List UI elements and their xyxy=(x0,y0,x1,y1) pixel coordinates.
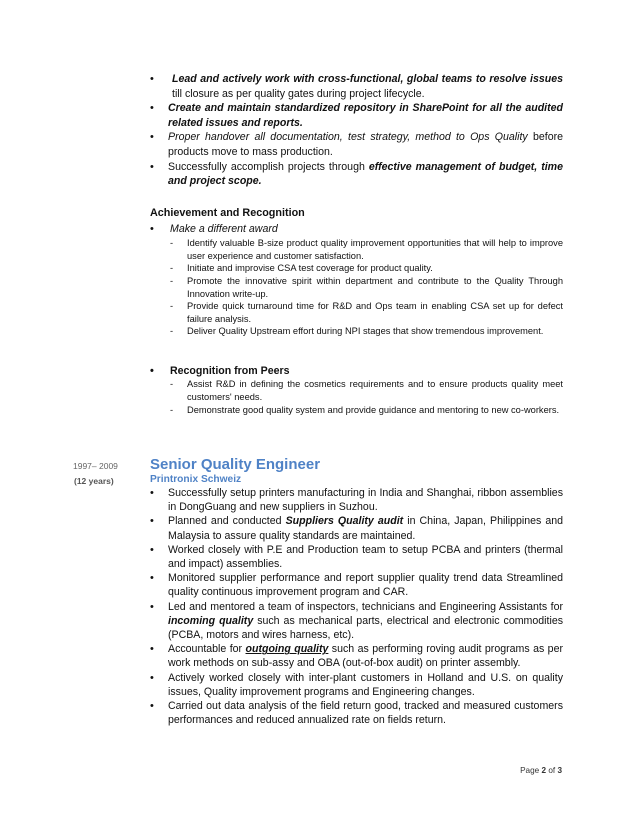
list-item xyxy=(150,600,563,643)
bold-text: Lead and actively work with cross-functional, global teams to resolve issues xyxy=(172,73,563,85)
list-item: • Carried out data analysis of the field return good, tracked and measured customers performances and reduced annualized rate on fields return. xyxy=(150,699,563,727)
bold-text: Suppliers Quality audit xyxy=(285,515,404,528)
peers-title: • Recognition from Peers xyxy=(150,364,563,378)
page-number xyxy=(520,766,562,775)
bold-text: incoming quality xyxy=(168,614,254,627)
award-item: - Initiate and improvise CSA test coverage for product quality. xyxy=(170,262,563,275)
list-item: • Successfully setup printers manufacturing in India and Shanghai, ribbon assemblies in DongGuang and new suppliers in Suzhou. xyxy=(150,486,563,514)
award-item: - Promote the innovative spirit within department and contribute to the Quality Through Innovation write-up. xyxy=(170,275,563,300)
peers-item: - Demonstrate good quality system and provide guidance and mentoring to new co-workers. xyxy=(170,404,563,417)
list-item: • Worked closely with P.E and Production team to setup PCBA and printers (thermal and impact) assemblies. xyxy=(150,543,563,571)
text: Planned and conducted xyxy=(168,515,286,528)
list-item xyxy=(150,130,563,159)
page-current: 2 xyxy=(541,766,547,775)
page-label: Page xyxy=(520,766,540,775)
text: before products move to mass production. xyxy=(168,131,564,158)
job-title: Senior Quality Engineer xyxy=(150,456,321,473)
bold-text: outgoing quality xyxy=(245,643,329,656)
italic-text: Proper handover all documentation, test strategy, method to Ops Quality xyxy=(168,131,528,144)
list-item xyxy=(150,101,563,130)
list-item: • Actively worked closely with inter-plant customers in Holland and U.S. on quality issues, Quality improvement programs and Engineering changes. xyxy=(150,671,563,699)
text: Successfully accomplish projects through xyxy=(168,160,369,173)
job-years: (12 years) xyxy=(74,476,114,486)
award-item: - Identify valuable B-size product quality improvement opportunities that will help to improve user experience and customer satisfaction. xyxy=(170,237,563,262)
of-label: of xyxy=(548,766,556,775)
responsibility-list xyxy=(150,72,563,189)
list-item xyxy=(150,160,563,189)
job-dates: 1997– 2009 xyxy=(73,461,118,471)
list-item xyxy=(150,514,563,542)
list-item xyxy=(150,642,563,670)
peers-item: - Assist R&D in defining the cosmetics requirements and to ensure products quality meet customers' needs. xyxy=(170,378,563,403)
text: till closure as per quality gates during project lifecycle. xyxy=(172,87,425,100)
text: such as performing roving audit programs as per work methods on sub-assy and OBA (out-of-box audit) on printer assembly. xyxy=(168,643,563,670)
company-name: Printronix Schweiz xyxy=(150,474,242,485)
page-total: 3 xyxy=(557,766,562,775)
bold-text: effective management of budget, time and project scope. xyxy=(168,160,563,188)
list-item xyxy=(150,72,563,101)
text: such as mechanical parts, electrical and electronic commodities (PCBA, motors and wires harness, etc). xyxy=(168,614,564,642)
award-item: - Deliver Quality Upstream effort during NPI stages that show tremendous improvement. xyxy=(170,325,563,338)
text: Led and mentored a team of inspectors, technicians and Engineering Assistants for xyxy=(168,600,563,613)
award-title xyxy=(150,222,563,236)
list-item: • Monitored supplier performance and report supplier quality trend data Streamlined quality continuous improvement program and CAR. xyxy=(150,571,563,599)
achievement-heading: Achievement and Recognition xyxy=(150,207,305,219)
job-duties-list xyxy=(150,486,563,727)
text: Accountable for xyxy=(168,643,246,656)
award-item: - Provide quick turnaround time for R&D and Ops team in enabling CSA set up for defect failure analysis. xyxy=(170,300,563,325)
bold-text: Create and maintain standardized repository in SharePoint for all the audited related issues and reports. xyxy=(168,102,563,129)
text: in China, Japan, Philippines and Malaysia to assure quality standards are maintained. xyxy=(168,515,564,542)
award-title-text: Make a different award xyxy=(170,223,278,235)
